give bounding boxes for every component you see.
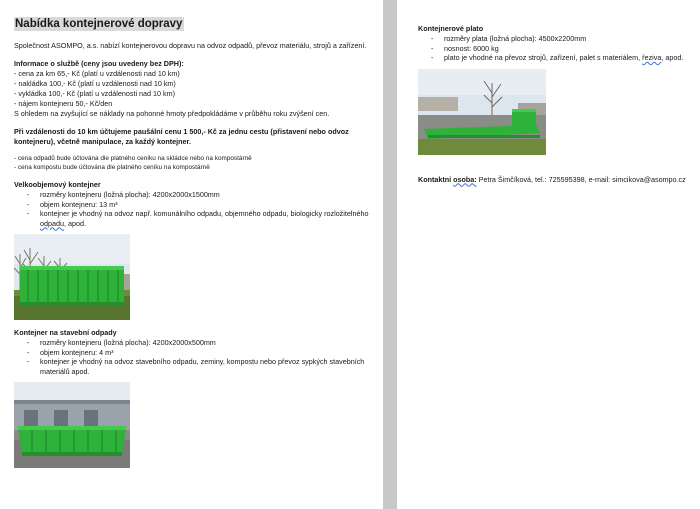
large-container-photo — [14, 234, 130, 320]
spec-item: - rozměry kontejneru (ložná plocha): 4200x2000x1500mm — [40, 190, 371, 200]
note-line: - cena kompostu bude účtována dle platného ceníku na kompostárně — [14, 163, 210, 171]
construction-container-specs — [14, 338, 371, 376]
contact-label: Kontaktní osoba: — [418, 174, 477, 184]
large-container-specs — [14, 190, 371, 228]
price-note: S ohledem na zvyšující se náklady na pohonné hmoty předpokládáme v průběhu roku zvýšení cen. — [14, 109, 330, 118]
note-line: - cena odpadů bude účtována dle platného ceníku na skládce nebo na kompostárně — [14, 155, 252, 162]
spec-item: - nosnost: 6000 kg — [444, 44, 692, 54]
spec-item: - plato je vhodné na převoz strojů, zařízení, palet s materiálem, řeziva, apod. — [444, 53, 692, 63]
platform-photo — [418, 69, 546, 155]
price-line: - cena za km 65,- Kč (platí u vzdálenosti nad 10 km) — [14, 69, 180, 78]
document-page-right — [397, 0, 700, 509]
intro-paragraph: Společnost ASOMPO, a.s. nabízí kontejnerovou dopravu na odvoz odpadů, převoz materiálu, strojů a zařízení. — [14, 41, 367, 50]
platform-specs — [418, 34, 692, 63]
price-line: - nakládka 100,- Kč (platí u vzdálenosti nad 10 km) — [14, 79, 176, 88]
spec-item: - rozměry plata (ložná plocha): 4500x2200mm — [444, 34, 692, 44]
section-title-platform: Kontejnerové plato — [418, 24, 484, 33]
spec-item: - objem kontejneru: 13 m³ — [40, 200, 371, 210]
price-line: - nájem kontejneru 50,- Kč/den — [14, 99, 113, 108]
contact-line — [418, 175, 692, 185]
spec-item: - objem kontejneru: 4 m³ — [40, 348, 371, 358]
flat-fee-paragraph: Při vzdálenosti do 10 km účtujeme paušální cenu 1 500,- Kč za jednu cestu (přistavení nebo odvoz kontejneru), včetně manipulace, za každý kontejner. — [14, 127, 349, 146]
spec-item: - kontejner je vhodný na odvoz stavebního odpadu, zeminy, kompostu nebo převoz sypkých stavebních materiálů apod. — [40, 357, 371, 376]
spec-item: - rozměry kontejneru (ložná plocha): 4200x2000x500mm — [40, 338, 371, 348]
construction-container-photo — [14, 382, 130, 468]
section-title-construction-container: Kontejner na stavební odpady — [14, 328, 117, 337]
info-heading: Informace o službě (ceny jsou uvedeny bez DPH): — [14, 59, 184, 68]
price-line: - vykládka 100,- Kč (platí u vzdálenosti nad 10 km) — [14, 89, 175, 98]
contact-details: Petra Šimčíková, tel.: 725595398, e-mail: simcikova@asompo.cz — [478, 174, 686, 184]
spec-item: - kontejner je vhodný na odvoz např. komunálního odpadu, objemného odpadu, biologicky rozložitelného odpadu, apod. — [40, 209, 371, 228]
section-title-large-container: Velkoobjemový kontejner — [14, 180, 101, 189]
document-title: Nabídka kontejnerové dopravy — [15, 18, 183, 30]
